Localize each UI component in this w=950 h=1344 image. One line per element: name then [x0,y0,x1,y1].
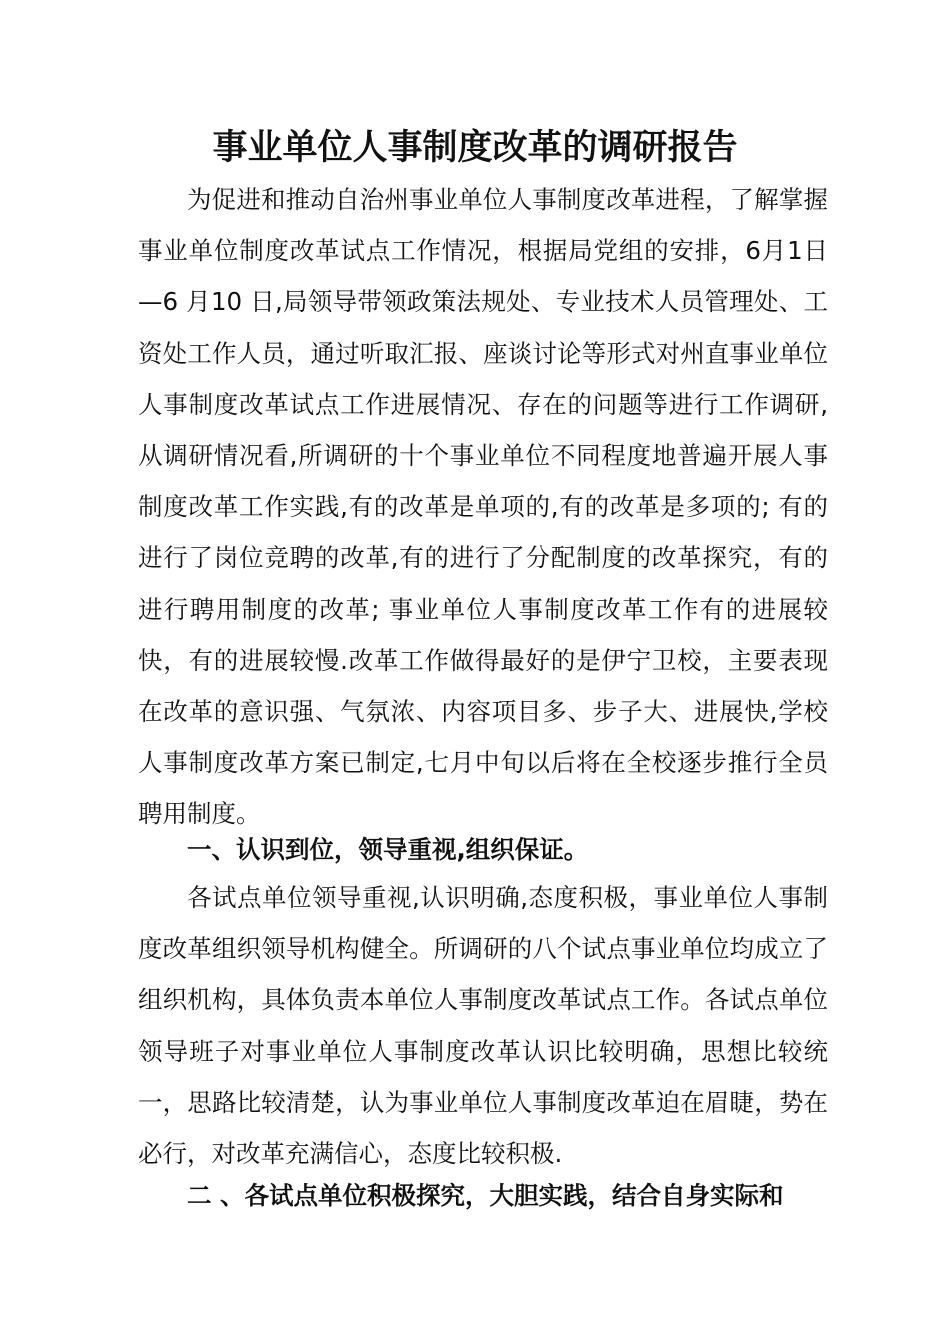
intro-paragraph: 为促进和推动自治州事业单位人事制度改革进程，了解掌握事业单位制度改革试点工作情况，根据局党组的安排，6月1日—6 月10 日,局领导带领政策法规处、专业技术人员管理处、工资处工作人员，通过听取汇报、座谈讨论等形式对州直事业单位人事制度改革试点工作进展情况、存在的问题等进行工作调研,从调研情况看,所调研的十个事业单位不同程度地普遍开展人事制度改革工作实践,有的改革是单项的,有的改革是多项的; 有的进行了岗位竞聘的改革,有的进行了分配制度的改革探究，有的进行聘用制度的改革; 事业单位人事制度改革工作有的进展较快，有的进展较慢.改革工作做得最好的是伊宁卫校，主要表现在改革的意识强、气氛浓、内容项目多、步子大、进展快,学校人事制度改革方案已制定,七月中旬以后将在全校逐步推行全员聘用制度。 [138,185,828,829]
section-1-paragraph: 各试点单位领导重视,认识明确,态度积极，事业单位人事制度改革组织领导机构健全。所调研的八个试点事业单位均成立了组织机构，具体负责本单位人事制度改革试点工作。各试点单位领导班子对事业单位人事制度改革认识比较明确，思想比较统一，思路比较清楚，认为事业单位人事制度改革迫在眉睫，势在必行，对改革充满信心，态度比较积极. [138,883,828,1169]
document-title: 事业单位人事制度改革的调研报告 [212,127,738,168]
section-heading-2: 二 、各试点单位积极探究，大胆实践，结合自身实际和 [187,1181,784,1210]
section-heading-1: 一、认识到位，领导重视,组织保证。 [187,835,589,864]
